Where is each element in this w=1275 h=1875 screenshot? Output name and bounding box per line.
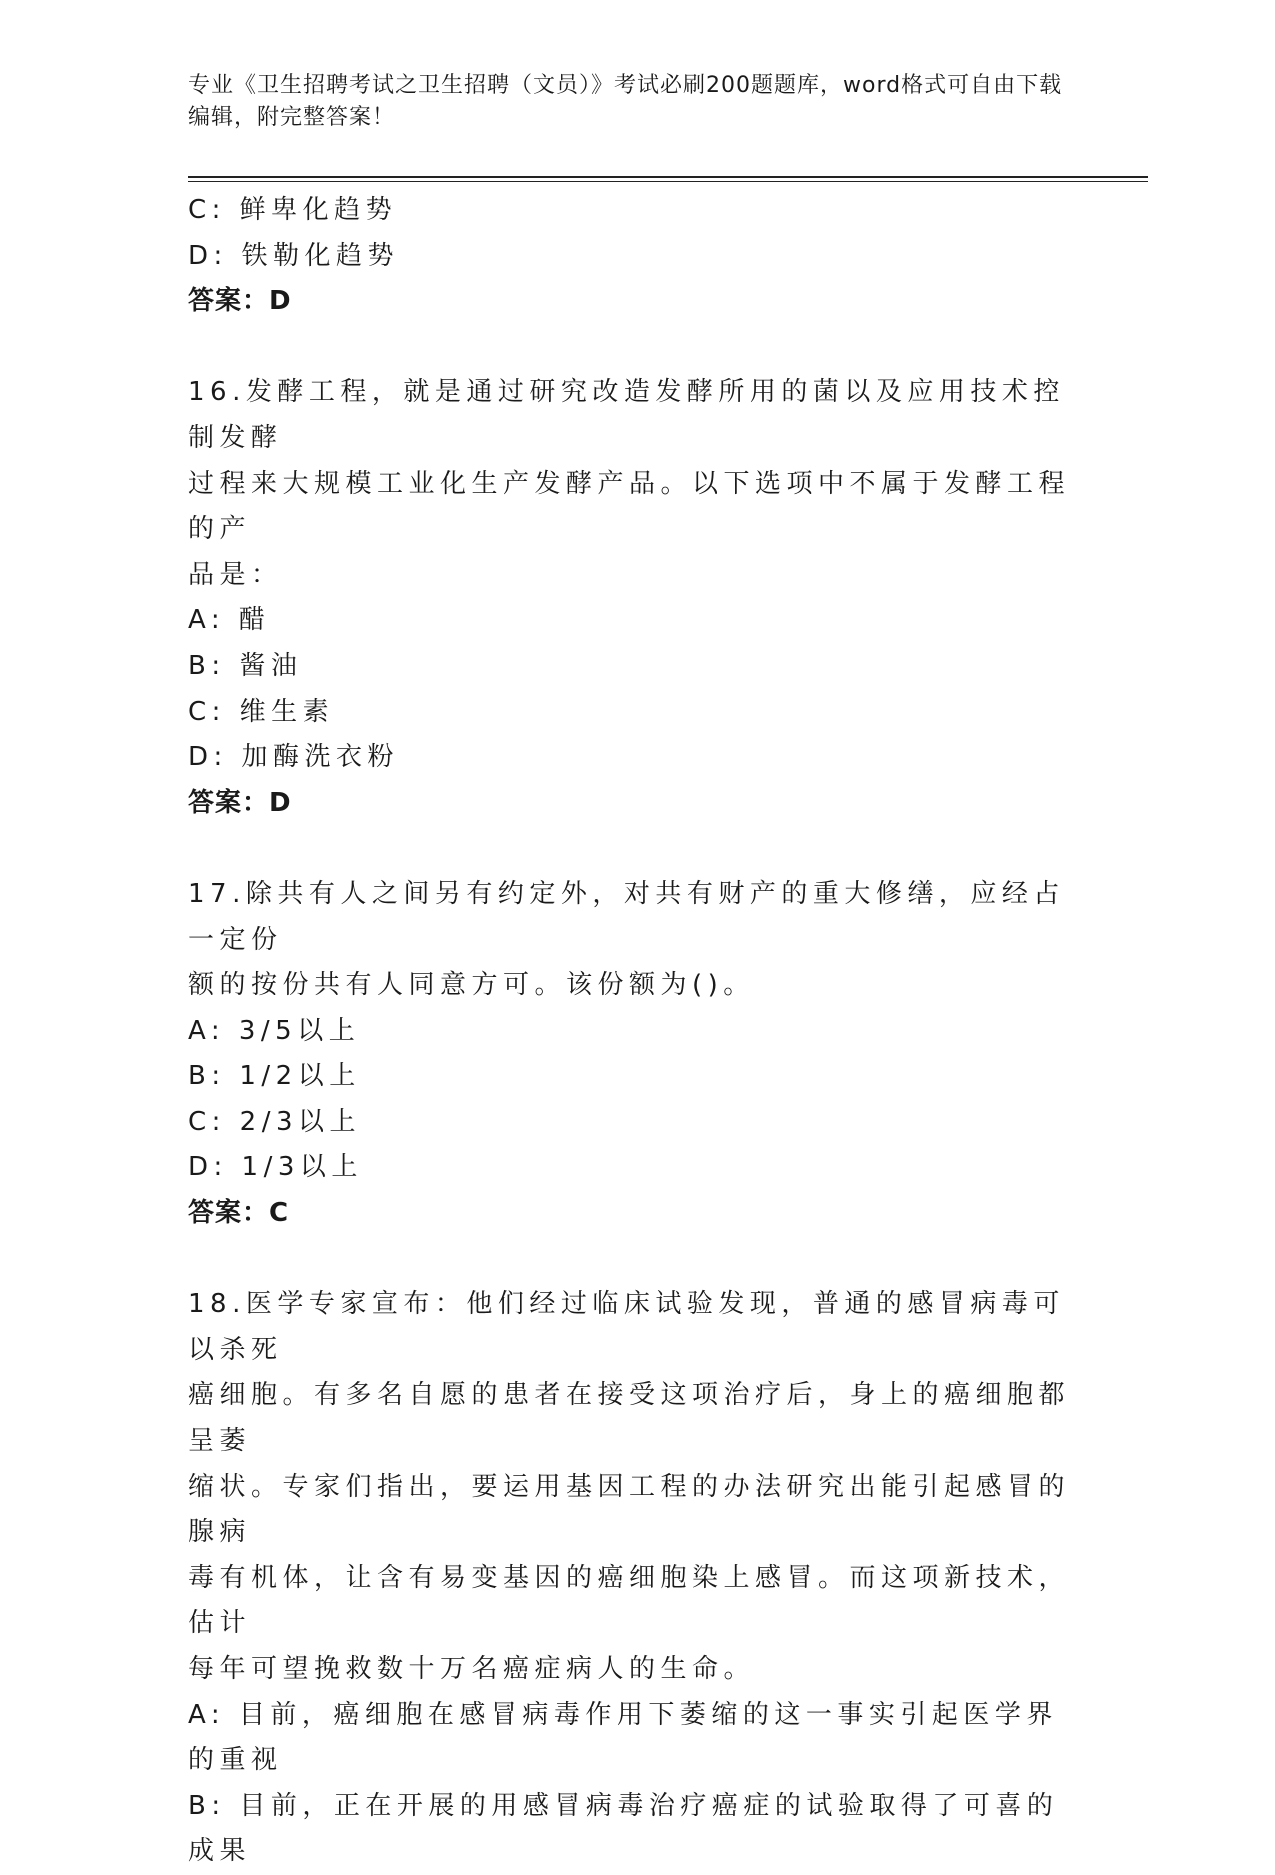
question-15 <box>188 188 1088 325</box>
option-d: D: 1/3以上 <box>188 1152 363 1183</box>
header-rule-thick <box>188 176 1148 178</box>
question-stem-line: 缩状。专家们指出，要运用基因工程的办法研究出能引起感冒的腺病 <box>188 1471 1071 1548</box>
question-stem-line: 每年可望挽救数十万名癌症病人的生命。 <box>188 1654 756 1684</box>
question-stem-line: 额的按份共有人同意方可。该份额为()。 <box>188 970 755 1001</box>
question-content <box>188 188 1088 1875</box>
question-16 <box>188 370 1088 826</box>
question-17 <box>188 872 1088 1237</box>
answer-line: 答案：D <box>188 286 292 317</box>
question-stem-line: 18.医学专家宣布：他们经过临床试验发现，普通的感冒病毒可以杀死 <box>188 1289 1065 1365</box>
option-a: A: 3/5以上 <box>188 1015 361 1046</box>
header-rule-thin <box>188 181 1148 182</box>
option-a: A: 目前，癌细胞在感冒病毒作用下萎缩的这一事实引起医学界的重视 <box>188 1699 1058 1776</box>
option-d: D: 加酶洗衣粉 <box>188 742 400 773</box>
question-18 <box>188 1282 1088 1875</box>
option-b: B: 酱油 <box>188 650 303 681</box>
spacer <box>188 826 1088 872</box>
question-stem-line: 品是： <box>188 559 283 590</box>
option-c: C: 鲜卑化趋势 <box>188 195 398 225</box>
answer-line: 答案：D <box>188 787 292 818</box>
answer-line: 答案：C <box>188 1198 290 1229</box>
spacer <box>188 325 1088 371</box>
option-c: C: 维生素 <box>188 696 335 727</box>
question-stem-line: 癌细胞。有多名自愿的患者在接受这项治疗后，身上的癌细胞都呈萎 <box>188 1380 1071 1457</box>
spacer <box>188 1237 1088 1283</box>
page-header-title: 专业《卫生招聘考试之卫生招聘（文员）》考试必刷200题题库，word格式可自由下载编辑，附完整答案！ <box>188 73 1063 130</box>
question-stem-line: 16.发酵工程，就是通过研究改造发酵所用的菌以及应用技术控制发酵 <box>188 377 1065 453</box>
option-b: B: 目前，正在开展的用感冒病毒治疗癌症的试验取得了可喜的成果 <box>188 1790 1059 1867</box>
question-stem-line: 过程来大规模工业化生产发酵产品。以下选项中不属于发酵工程的产 <box>188 468 1071 545</box>
option-c: C: 2/3以上 <box>188 1106 362 1137</box>
question-stem-line: 17.除共有人之间另有约定外，对共有财产的重大修缮，应经占一定份 <box>188 878 1065 955</box>
option-d: D: 铁勒化趋势 <box>188 240 400 271</box>
option-a: A: 醋 <box>188 605 271 636</box>
option-b: B: 1/2以上 <box>188 1061 361 1092</box>
question-stem-line: 毒有机体，让含有易变基因的癌细胞染上感冒。而这项新技术，估计 <box>188 1562 1071 1639</box>
